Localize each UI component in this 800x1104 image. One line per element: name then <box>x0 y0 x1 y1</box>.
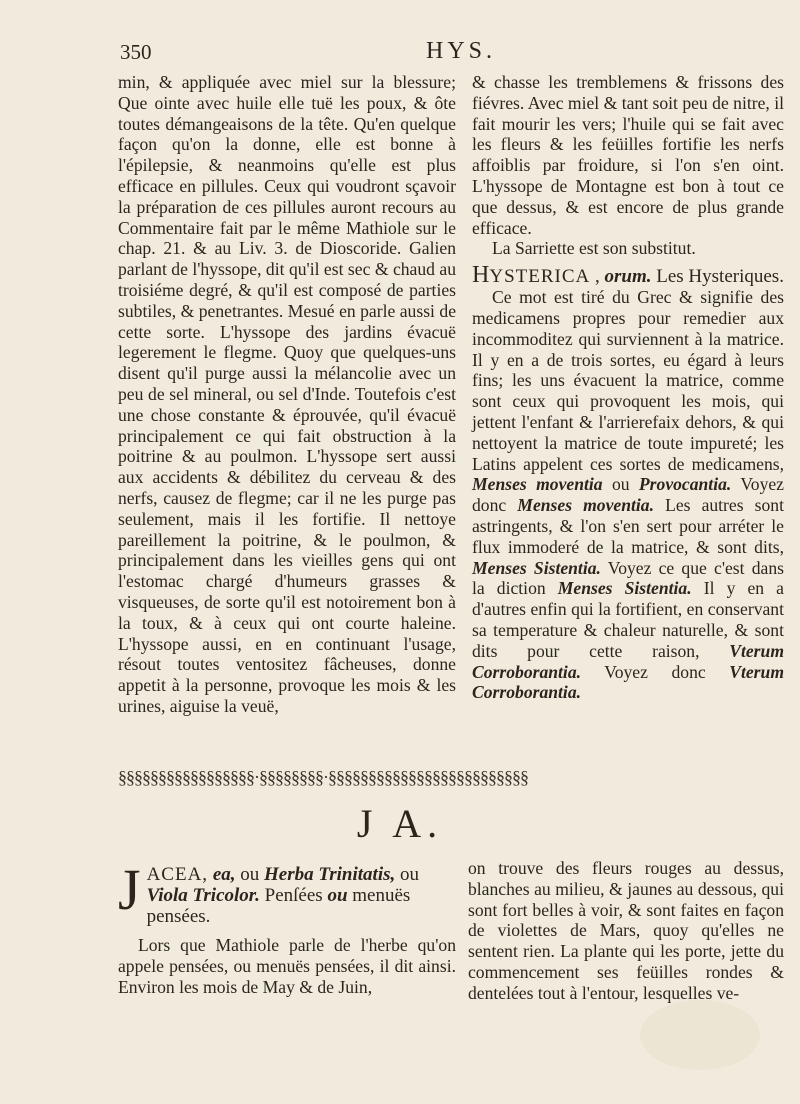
section-heading: J A. <box>356 801 444 846</box>
latin-term: Vterum Corroborantia. <box>472 661 784 703</box>
ornamental-divider: §§§§§§§§§§§§§§§§§·§§§§§§§§·§§§§§§§§§§§§§§§§§§§§§§§§§ <box>118 767 528 787</box>
entry-initial: H <box>472 262 490 289</box>
latin-term: Menses Sistentia. <box>557 578 692 599</box>
left-column-top <box>118 72 456 717</box>
text-run: Voyez donc <box>472 474 784 516</box>
latin-term: ea, <box>212 864 236 885</box>
right-column-bottom <box>468 858 784 1004</box>
right-column-top <box>472 72 784 703</box>
text-run: ou <box>400 864 420 885</box>
latin-term: Viola Tricolor. <box>146 885 260 906</box>
latin-term: Menses Sistentia. <box>472 557 601 578</box>
text-run: Voyez donc <box>604 661 706 682</box>
drop-cap: J <box>118 857 141 922</box>
left-column-bottom <box>118 858 456 997</box>
latin-term: ou <box>327 885 348 906</box>
entry-heading-hysterica <box>472 262 784 289</box>
text-run: ou <box>611 474 630 495</box>
paragraph: & chasse les tremblemens & frissons des fiévres. Avec miel & tant soit peu de nitre, il fait mourir les vers; l'huile qui se fait avec les fleurs & les feüilles fortifie les nerfs affoiblis par froidure, si l'on s'en oint. L'hyssope de Montagne est bon à tout ce que dessus, & est encore de plus grande efficace. <box>472 72 784 238</box>
latin-term: Herba Trinitatis, <box>264 864 396 885</box>
text-run: Il y en a d'autres enfin qui la fortifient, en conservant sa temperature & chaleur naturelle, & sont dits pour cette raison, <box>472 578 784 661</box>
text-run: Voyez ce que c'est dans la diction <box>472 557 784 599</box>
entry-latin: orum. <box>604 266 652 288</box>
entry-heading-jacea <box>118 857 456 927</box>
paragraph: Lors que Mathiole parle de l'herbe qu'on appele pensées, ou menuës pensées, il dit ainsi. Environ les mois de May & de Juin, <box>118 935 456 997</box>
latin-term: Menses moventia. <box>517 495 654 516</box>
paragraph: La Sarriette est son substitut. <box>492 238 696 259</box>
paragraph <box>472 287 784 703</box>
latin-term: Vterum Corroborantia. <box>472 640 784 682</box>
paper-stain <box>640 1000 760 1070</box>
text-run: Penſées <box>264 885 323 906</box>
paragraph: on trouve des fleurs rouges au dessus, blanches au milieu, & jaunes au dessous, qui sont fort belles à voir, & sont faites en façon de violettes de Mars, quoy qu'elles ne sentent rien. La plante qui les porte, jette du commencement ses feüilles rondes & dentelées tout à l'entour, lesquelles ve- <box>468 858 784 1003</box>
entry-french: Les Hysteriques. <box>656 266 784 288</box>
entry-sep: , <box>595 266 600 288</box>
entry-word: YSTERICA <box>489 266 591 288</box>
latin-term: Provocantia. <box>638 474 732 495</box>
latin-term: Menses moventia <box>472 474 603 495</box>
text-run: menuës pensées. <box>146 885 411 927</box>
paragraph: min, & appliquée avec miel sur la blessure; Que ointe avec huile elle tuë les poux, & ôte toutes démangeaisons de la tête. Qu'en quelque façon qu'on la donne, elle est bonne à l'épilepsie, & neanmoins qu'elle est plus efficace en pillules. Ceux qui voudront sçavoir la préparation de ces pillules auront recours au Commentaire fait par le même Mathiole sur le chap. 21. & au Liv. 3. de Dioscoride. Galien parlant de l'hyssope, dit qu'il est sec & chaud au troisiéme degré, & qu'il est composé de parties subtiles, & penetrantes. Mesué en parle aussi de cette sorte. L'hyssope des jardins évacuë legerement le flegme. Quoy que quelques-uns disent qu'il purge aussi la mélancolie avec un peu de sel mineral, ou sel d'Inde. Toutefois c'est une chose constante & éprouvée, qu'il évacuë principalement ce qui fait obstruction à la poitrine & au poulmon. L'hyssope sert aussi aux accidents & débilitez du cerveau & des nerfs, causez de flegme; car il ne les purge pas seulement, mais il les fortifie. Il nettoye pareillement la poitrine, & le poulmon, & principalement dans les vieilles gens qui ont l'estomac chargé d'humeurs grasses & visqueuses, de sorte qu'il est notoirement bon à la toux, & à ceux qui ont courte haleine. L'hyssope aussi, en en continuant l'usage, résout toutes ventositez fâcheuses, donne appetit à la personne, provoque les mois & les urines, aiguise la veuë, <box>118 72 456 716</box>
running-head: HYS. <box>426 38 497 64</box>
text-run: Les autres sont astringents, & l'on s'en sert pour arréter le flux immoderé de la matrice, & sont dits, <box>472 495 784 557</box>
text-run: ou <box>240 864 260 885</box>
page-number: 350 <box>120 40 152 64</box>
entry-word: ACEA, <box>146 864 209 885</box>
text-run: Ce mot est tiré du Grec & signifie des medicamens propres pour remedier aux incommoditez qui surviennent à la matrice. Il y en a de trois sortes, eu égard à leurs fins; les uns évacuent la matrice, comme sont ceux qui provoquent les mois, qui jettent l'enfant & l'arrierefaix dehors, & qui nettoyent la matrice de toute impureté; les Latins appelent ces sortes de medicamens, <box>472 287 784 474</box>
